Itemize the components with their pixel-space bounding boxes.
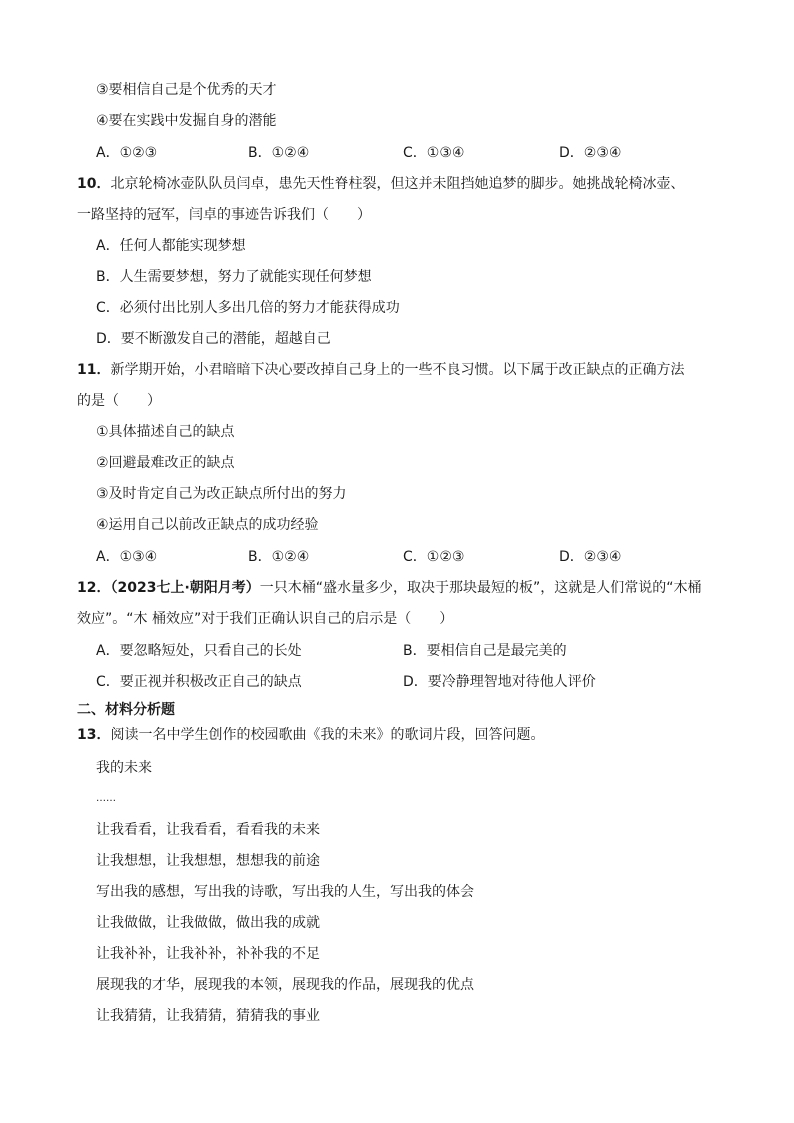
q11-statement-2: ②回避最难改正的缺点 [96, 455, 235, 471]
q10-text-line1: 北京轮椅冰壶队队员闫卓，患先天性脊柱裂，但这并未阻挡她追梦的脚步。她挑战轮椅冰壶、 [110, 176, 685, 192]
q9-statement-4: ④要在实践中发掘自身的潜能 [96, 113, 277, 129]
q12-option-b: B．要相信自己是最完美的 [403, 643, 567, 659]
lyric-line: 让我看看，让我看看，看看我的未来 [96, 822, 320, 838]
q13-text: 阅读一名中学生创作的校园歌曲《我的未来》的歌词片段，回答问题。 [110, 727, 545, 743]
q11-statement-4: ④运用自己以前改正缺点的成功经验 [96, 517, 319, 533]
q12-source-meta: （2023七上·朝阳月考） [110, 580, 260, 596]
q11-option-c: C．①②③ [403, 549, 465, 565]
q10-option-c: C．必须付出比别人多出几倍的努力才能获得成功 [96, 300, 400, 316]
q12-text-line2: 效应”。“木 桶效应”对于我们正确认识自己的启示是（ ） [77, 611, 454, 627]
q13-stem [77, 725, 544, 745]
q11-option-a: A．①③④ [96, 549, 158, 565]
q11-option-b: B．①②④ [248, 549, 310, 565]
q9-option-a: A．①②③ [96, 145, 158, 161]
q10-option-d: D．要不断激发自己的潜能，超越自己 [96, 331, 331, 347]
q12-option-c: C．要正视并积极改正自己的缺点 [96, 674, 302, 690]
q9-statement-3: ③要相信自己是个优秀的天才 [96, 82, 277, 98]
section-title-material-analysis: 二、材料分析题 [77, 702, 175, 718]
lyric-line: …… [96, 793, 116, 804]
q9-option-c: C．①③④ [403, 145, 465, 161]
q12-number: 12． [77, 580, 111, 596]
q10-stem [77, 174, 684, 194]
lyric-line: 让我想想，让我想想，想想我的前途 [96, 853, 320, 869]
lyric-line: 我的未来 [96, 760, 152, 776]
q12-stem [77, 578, 702, 598]
q11-option-d: D．②③④ [559, 549, 622, 565]
q9-option-b: B．①②④ [248, 145, 310, 161]
q10-option-b: B．人生需要梦想，努力了就能实现任何梦想 [96, 269, 372, 285]
q11-number: 11． [77, 362, 111, 378]
q12-option-d: D．要冷静理智地对待他人评价 [403, 674, 596, 690]
q9-option-d: D．②③④ [559, 145, 622, 161]
q10-option-a: A．任何人都能实现梦想 [96, 238, 246, 254]
q11-statement-3: ③及时肯定自己为改正缺点所付出的努力 [96, 486, 347, 502]
lyric-line: 让我补补，让我补补，补补我的不足 [96, 946, 320, 962]
lyric-line: 展现我的才华，展现我的本领，展现我的作品，展现我的优点 [96, 977, 474, 993]
q11-text-line2: 的是（ ） [77, 393, 161, 409]
q13-number: 13． [77, 727, 111, 743]
q12-option-a: A．要忽略短处，只看自己的长处 [96, 643, 302, 659]
lyric-line: 让我做做，让我做做，做出我的成就 [96, 915, 320, 931]
q10-text-line2: 一路坚持的冠军，闫卓的事迹告诉我们（ ） [77, 207, 371, 223]
q11-stem [77, 360, 684, 380]
lyric-line: 让我猜猜，让我猜猜，猜猜我的事业 [96, 1008, 320, 1024]
q12-text-line1: 一只木桶“盛水量多少，取决于那块最短的板”，这就是人们常说的“木桶 [259, 580, 702, 596]
q11-text-line1: 新学期开始，小君暗暗下决心要改掉自己身上的一些不良习惯。以下属于改正缺点的正确方法 [110, 362, 685, 378]
lyric-line: 写出我的感想，写出我的诗歌，写出我的人生，写出我的体会 [96, 884, 474, 900]
q10-number: 10． [77, 176, 111, 192]
q11-statement-1: ①具体描述自己的缺点 [96, 424, 235, 440]
